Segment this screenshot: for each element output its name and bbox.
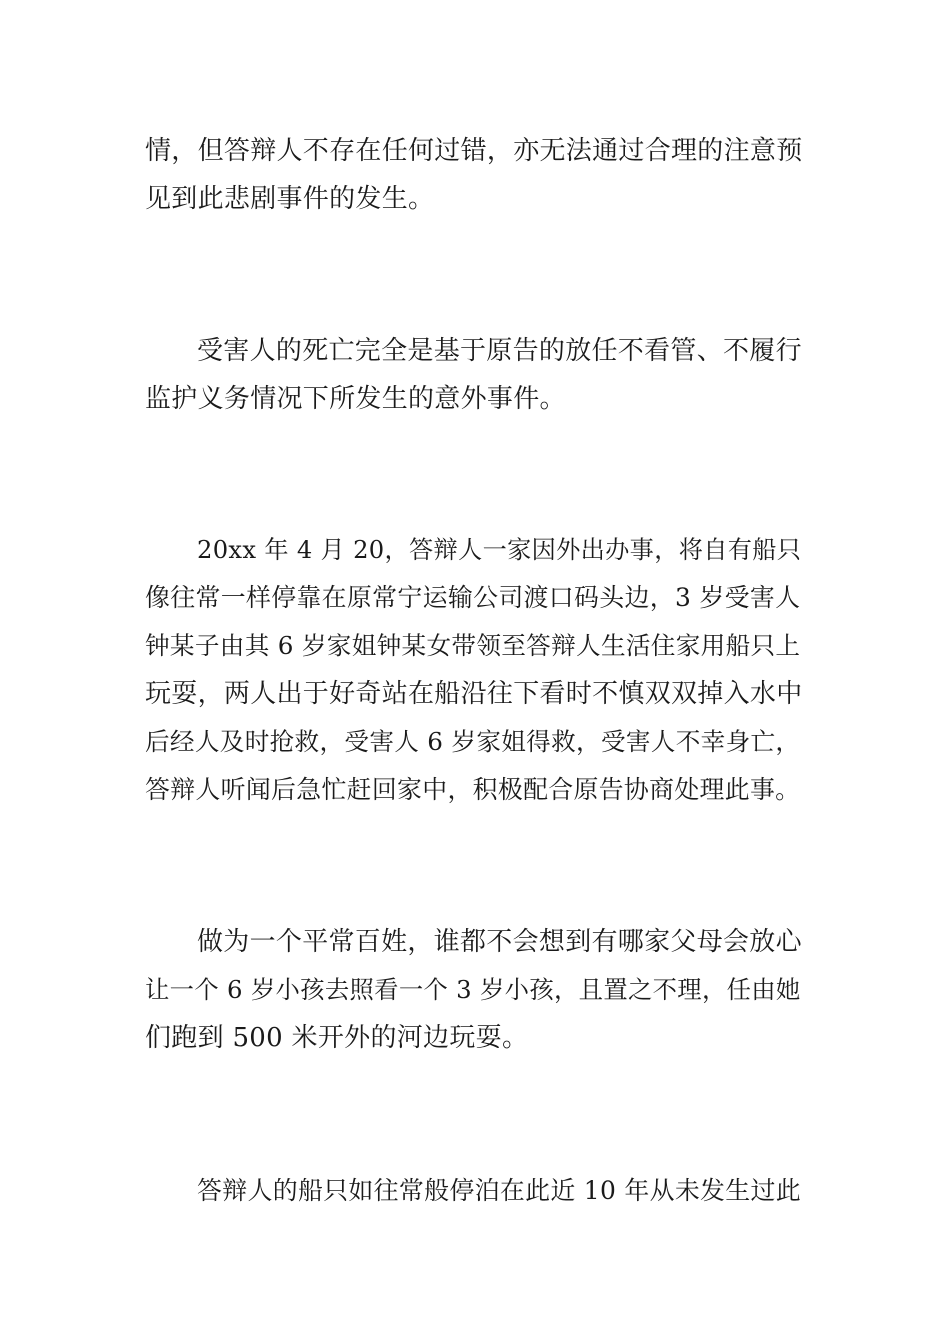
paragraph-line: 钟某子由其 6 岁家姐钟某女带领至答辩人生活住家用船只上 (145, 631, 801, 660)
paragraph-1 (145, 127, 807, 223)
paragraph-line: 答辩人听闻后急忙赶回家中，积极配合原告协商处理此事。 (145, 775, 801, 804)
paragraph-line: 情，但答辩人不存在任何过错，亦无法通过合理的注意预 (145, 136, 803, 166)
paragraph-line: 玩耍，两人出于好奇站在船沿往下看时不慎双双掉入水中 (145, 679, 803, 709)
paragraph-line: 监护义务情况下所发生的意外事件。 (145, 384, 566, 414)
paragraph-4 (145, 918, 807, 1062)
paragraph-line: 答辩人的船只如往常般停泊在此近 10 年从未发生过此 (197, 1176, 802, 1205)
paragraph-line: 们跑到 500 米开外的河边玩耍。 (145, 1023, 529, 1053)
paragraph-line: 像往常一样停靠在原常宁运输公司渡口码头边，3 岁受害人 (145, 583, 801, 612)
paragraph-line: 后经人及时抢救，受害人 6 岁家姐得救，受害人不幸身亡， (145, 727, 801, 756)
paragraph-3 (145, 526, 807, 814)
paragraph-line: 做为一个平常百姓，谁都不会想到有哪家父母会放心 (197, 927, 802, 957)
paragraph-line: 让一个 6 岁小孩去照看一个 3 岁小孩，且置之不理，任由她 (145, 975, 801, 1004)
paragraph-line: 受害人的死亡完全是基于原告的放任不看管、不履行 (197, 336, 802, 366)
paragraph-line: 20xx 年 4 月 20，答辩人一家因外出办事，将自有船只 (197, 536, 802, 564)
paragraph-2 (145, 327, 807, 423)
paragraph-line: 见到此悲剧事件的发生。 (145, 184, 435, 214)
paragraph-5 (145, 1167, 807, 1215)
